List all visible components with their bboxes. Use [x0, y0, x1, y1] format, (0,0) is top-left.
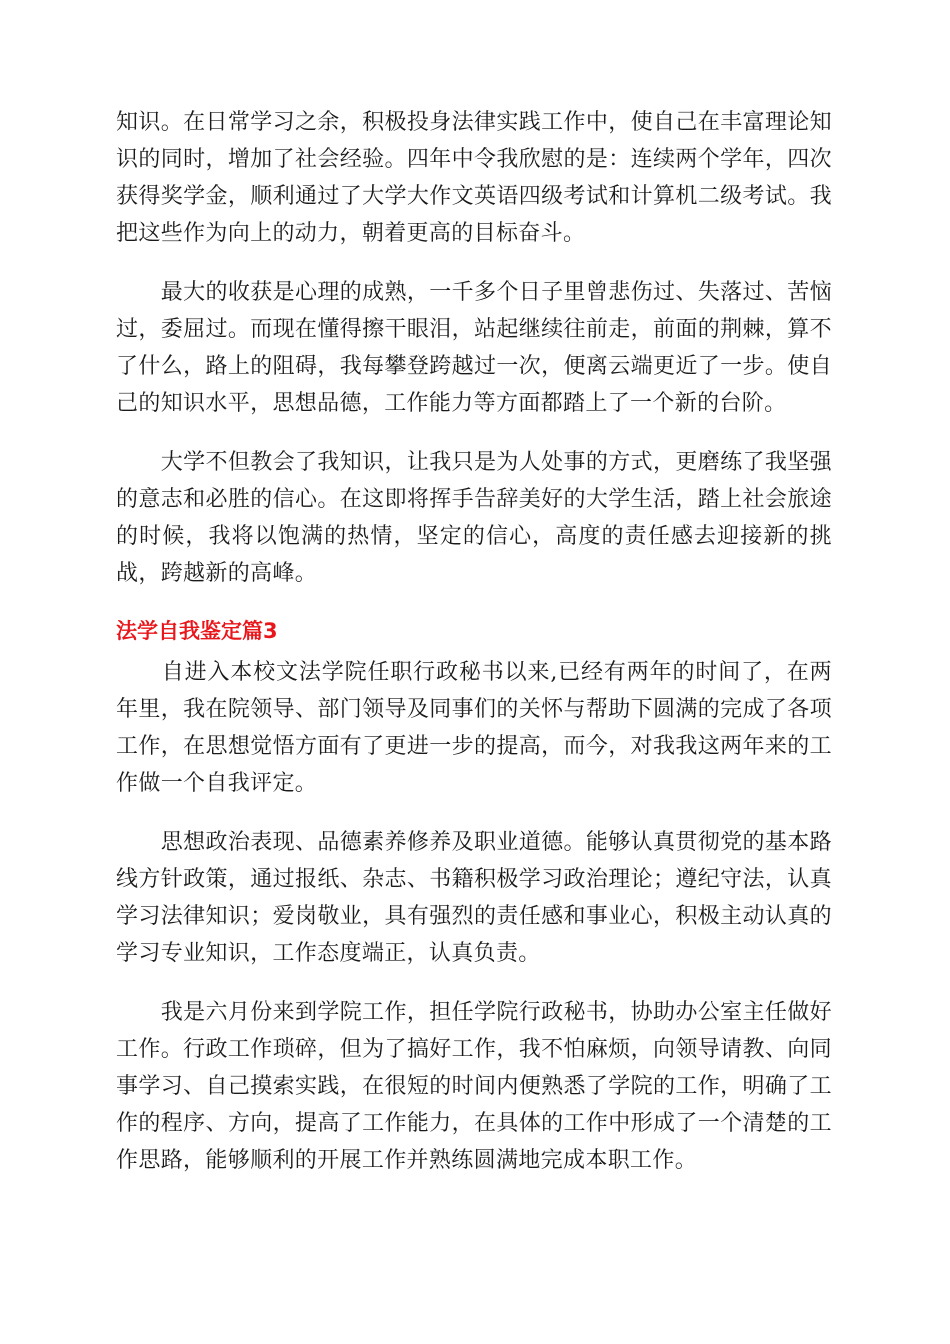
- section-heading: 法学自我鉴定篇3: [116, 619, 278, 643]
- paragraph-2: 最大的收获是心理的成熟，一千多个日子里曾悲伤过、失落过、苦恼过，委屈过。而现在懂得擦干眼泪，站起继续往前走，前面的荆棘，算不了什么，路上的阻碍，我每攀登跨越过一次，便离云端更近了一步。使自己的知识水平，思想品德，工作能力等方面都踏上了一个新的台阶。: [116, 280, 832, 416]
- paragraph-5: 思想政治表现、品德素养修养及职业道德。能够认真贯彻党的基本路线方针政策，通过报纸、杂志、书籍积极学习政治理论；遵纪守法，认真学习法律知识；爱岗敬业，具有强烈的责任感和事业心，积极主动认真的学习专业知识，工作态度端正，认真负责。: [116, 830, 832, 966]
- paragraph-4: 自进入本校文法学院任职行政秘书以来,已经有两年的时间了，在两年里，我在院领导、部门领导及同事们的关怀与帮助下圆满的完成了各项工作，在思想觉悟方面有了更进一步的提高，而今，对我我这两年来的工作做一个自我评定。: [116, 660, 832, 796]
- paragraph-6: 我是六月份来到学院工作，担任学院行政秘书，协助办公室主任做好工作。行政工作琐碎，但为了搞好工作，我不怕麻烦，向领导请教、向同事学习、自己摸索实践，在很短的时间内便熟悉了学院的工作，明确了工作的程序、方向，提高了工作能力，在具体的工作中形成了一个清楚的工作思路，能够顺利的开展工作并熟练圆满地完成本职工作。: [116, 1000, 832, 1173]
- paragraph-1: 知识。在日常学习之余，积极投身法律实践工作中，使自己在丰富理论知识的同时，增加了社会经验。四年中令我欣慰的是：连续两个学年，四次获得奖学金，顺利通过了大学大作文英语四级考试和计算机二级考试。我把这些作为向上的动力，朝着更高的目标奋斗。: [116, 110, 832, 246]
- paragraph-3: 大学不但教会了我知识，让我只是为人处事的方式，更磨练了我坚强的意志和必胜的信心。在这即将挥手告辞美好的大学生活，踏上社会旅途的时候，我将以饱满的热情，坚定的信心，高度的责任感去迎接新的挑战，跨越新的高峰。: [116, 450, 832, 586]
